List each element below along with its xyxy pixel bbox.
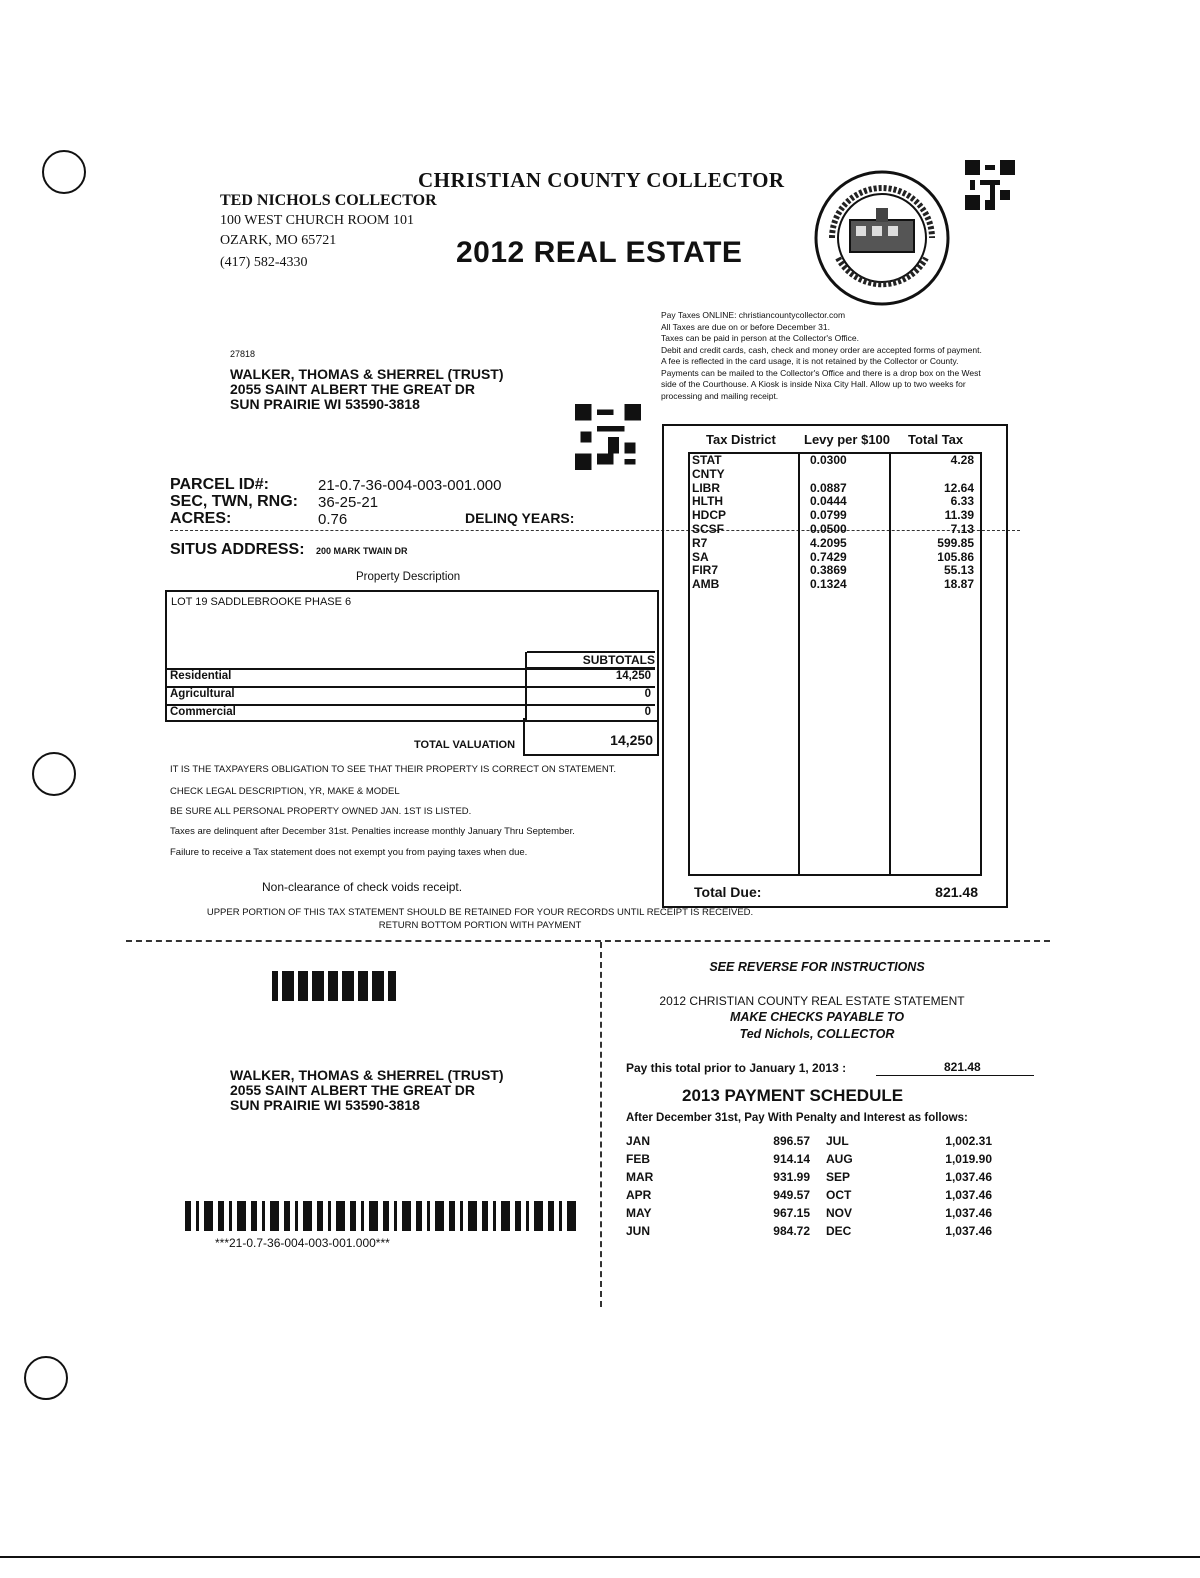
levy-value: 0.0300 xyxy=(810,453,847,467)
legal-description: LOT 19 SADDLEBROOKE PHASE 6 xyxy=(171,596,352,608)
payment-info-line: A fee is reflected in the card usage, it is not retained by the Collector or County. xyxy=(661,356,959,366)
total-tax: 55.13 xyxy=(943,563,974,578)
schedule-amount: 949.57 xyxy=(773,1188,810,1202)
collector-phone: (417) 582-4330 xyxy=(220,255,308,270)
tax-row xyxy=(692,551,980,563)
column-header-district: Tax District xyxy=(706,432,776,447)
total-tax: 18.87 xyxy=(943,577,974,592)
divider xyxy=(525,688,527,704)
tax-row xyxy=(692,468,980,480)
tax-row xyxy=(692,495,980,507)
total-valuation-box xyxy=(523,718,659,756)
schedule-row xyxy=(626,1224,996,1242)
schedule-row xyxy=(626,1206,996,1224)
notice-line: BE SURE ALL PERSONAL PROPERTY OWNED JAN. 1ST IS LISTED. xyxy=(170,806,472,817)
punch-hole-icon xyxy=(32,752,76,796)
total-tax: 11.39 xyxy=(944,508,974,523)
collector-name: TED NICHOLS COLLECTOR xyxy=(220,192,437,209)
schedule-amount: 984.72 xyxy=(773,1224,810,1238)
column-header-levy: Levy per $100 xyxy=(804,432,891,447)
total-tax: 599.85 xyxy=(937,535,974,550)
schedule-row xyxy=(626,1152,996,1170)
schedule-month: MAY xyxy=(626,1206,652,1220)
divider xyxy=(0,1556,1200,1558)
tax-row xyxy=(692,537,980,549)
schedule-row xyxy=(626,1134,996,1152)
schedule-month: JUL xyxy=(826,1134,849,1148)
owner-address xyxy=(230,367,504,412)
total-tax: 7.13 xyxy=(950,522,974,536)
levy-value: 4.2095 xyxy=(810,535,847,550)
tax-row xyxy=(692,564,980,576)
tax-district: LIBR xyxy=(692,480,720,495)
payable-line: MAKE CHECKS PAYABLE TO xyxy=(729,1010,905,1024)
qr-code-icon xyxy=(965,160,1015,210)
retain-notice-line: UPPER PORTION OF THIS TAX STATEMENT SHOULD BE RETAINED FOR YOUR RECORDS UNTIL RECEIPT IS RECEIVED. xyxy=(206,907,754,918)
retain-notice xyxy=(170,906,790,932)
schedule-amount: 896.57 xyxy=(773,1134,810,1148)
total-valuation-amount: 14,250 xyxy=(610,732,653,748)
schedule-amount: 1,019.90 xyxy=(945,1152,992,1166)
tax-row xyxy=(692,578,980,590)
total-tax: 105.86 xyxy=(937,549,974,564)
situs-address-value: 200 MARK TWAIN DR xyxy=(316,546,408,556)
schedule-amount: 1,002.31 xyxy=(945,1134,992,1148)
schedule-row xyxy=(626,1170,996,1188)
payment-schedule-title: 2013 PAYMENT SCHEDULE xyxy=(682,1086,904,1105)
notice-line: IT IS THE TAXPAYERS OBLIGATION TO SEE THAT THEIR PROPERTY IS CORRECT ON STATEMENT. xyxy=(170,764,617,775)
owner-city: SUN PRAIRIE WI 53590-3818 xyxy=(230,1097,420,1113)
tax-row xyxy=(692,509,980,521)
valuation-category: Agricultural xyxy=(170,688,235,700)
barcode-caption: ***21-0.7-36-004-003-001.000*** xyxy=(215,1236,390,1250)
schedule-month: MAR xyxy=(626,1170,654,1184)
account-number: 27818 xyxy=(230,349,256,359)
pay-total-amount: 821.48 xyxy=(944,1060,981,1074)
schedule-month: APR xyxy=(626,1188,652,1202)
levy-value: 0.3869 xyxy=(810,563,847,578)
tax-district: R7 xyxy=(692,535,708,550)
statement-header: 2012 CHRISTIAN COUNTY REAL ESTATE STATEMENT xyxy=(659,994,965,1008)
tax-district: AMB xyxy=(692,577,720,592)
divider xyxy=(525,670,527,686)
non-clearance-notice: Non-clearance of check voids receipt. xyxy=(262,880,463,894)
levy-value: 0.0444 xyxy=(810,494,847,509)
property-description-title: Property Description xyxy=(356,571,461,583)
valuation-category: Residential xyxy=(170,670,232,682)
tax-district: SCSF xyxy=(692,522,725,536)
levy-value: 0.1324 xyxy=(810,577,847,592)
tax-row xyxy=(692,523,980,535)
owner-street: 2055 SAINT ALBERT THE GREAT DR xyxy=(230,1082,476,1098)
schedule-amount: 931.99 xyxy=(773,1170,810,1184)
total-tax: 6.33 xyxy=(950,494,974,509)
tax-district: FIR7 xyxy=(692,563,719,578)
parcel-id-value: 21-0.7-36-004-003-001.000 xyxy=(318,477,502,494)
punch-hole-icon xyxy=(24,1356,68,1400)
payment-info-line: Payments can be mailed to the Collector's Office and there is a drop box on the West xyxy=(661,367,981,378)
stub-owner-address xyxy=(230,1068,504,1113)
notice-line: CHECK LEGAL DESCRIPTION, YR, MAKE & MODEL xyxy=(170,786,400,797)
schedule-amount: 1,037.46 xyxy=(945,1206,992,1220)
collector-address-line1: 100 WEST CHURCH ROOM 101 xyxy=(220,213,414,228)
parcel-id-label: PARCEL ID#: xyxy=(170,476,269,493)
see-reverse-notice: SEE REVERSE FOR INSTRUCTIONS xyxy=(709,960,925,974)
divider xyxy=(876,1075,1034,1076)
schedule-amount: 1,037.46 xyxy=(945,1224,992,1238)
punch-hole-icon xyxy=(42,150,86,194)
owner-name: WALKER, THOMAS & SHERREL (TRUST) xyxy=(230,1067,504,1083)
schedule-row xyxy=(626,1188,996,1206)
schedule-month: SEP xyxy=(826,1170,851,1184)
owner-city: SUN PRAIRIE WI 53590-3818 xyxy=(230,396,420,412)
retain-notice-line: RETURN BOTTOM PORTION WITH PAYMENT xyxy=(378,920,582,931)
payable-line: Ted Nichols, COLLECTOR xyxy=(739,1027,895,1041)
tax-district: STAT xyxy=(692,453,722,467)
notice-line: Taxes are delinquent after December 31st. Penalties increase monthly January Thru September. xyxy=(170,826,575,837)
tax-district: SA xyxy=(692,549,709,564)
levy-value: 0.0887 xyxy=(810,480,847,495)
payment-info-line: side of the Courthouse. A Kiosk is inside Nixa City Hall. Allow up to two weeks for xyxy=(661,379,966,389)
barcode-icon xyxy=(185,1201,581,1231)
payment-info-line: All Taxes are due on or before December 31. xyxy=(661,321,830,332)
payment-info-line: Debit and credit cards, cash, check and money order are accepted forms of payment. xyxy=(661,344,982,355)
sec-twn-rng-label: SEC, TWN, RNG: xyxy=(170,493,298,510)
property-description-box xyxy=(165,590,659,722)
subtotals-label: SUBTOTALS xyxy=(527,651,655,669)
owner-street: 2055 SAINT ALBERT THE GREAT DR xyxy=(230,381,476,397)
column-header-total: Total Tax xyxy=(908,432,964,447)
schedule-month: JAN xyxy=(626,1134,651,1148)
pay-total-label: Pay this total prior to January 1, 2013 : xyxy=(626,1061,847,1075)
schedule-month: AUG xyxy=(826,1152,853,1166)
collector-title: CHRISTIAN COUNTY COLLECTOR xyxy=(418,168,785,192)
levy-value: 0.7429 xyxy=(810,549,847,564)
total-tax: 12.64 xyxy=(943,480,974,495)
payment-schedule-note: After December 31st, Pay With Penalty and Interest as follows: xyxy=(626,1112,968,1124)
valuation-row xyxy=(167,668,655,686)
payment-info xyxy=(661,310,1026,402)
payment-info-line: processing and mailing receipt. xyxy=(661,390,779,401)
collector-address-line2: OZARK, MO 65721 xyxy=(220,233,337,248)
valuation-amount: 14,250 xyxy=(615,670,651,682)
county-seal-icon xyxy=(812,168,952,308)
owner-name: WALKER, THOMAS & SHERREL (TRUST) xyxy=(230,366,504,382)
valuation-category: Commercial xyxy=(170,706,236,718)
schedule-month: DEC xyxy=(826,1224,852,1238)
total-due-amount: 821.48 xyxy=(935,884,978,900)
delinq-years-label: DELINQ YEARS: xyxy=(465,510,575,526)
payment-info-line: Taxes can be paid in person at the Collector's Office. xyxy=(661,333,860,343)
tax-district: HDCP xyxy=(692,508,727,523)
tax-row xyxy=(692,482,980,494)
levy-value: 0.0799 xyxy=(810,508,847,523)
perforation-line xyxy=(126,940,1050,942)
barcode-icon xyxy=(272,971,400,1001)
tax-district: CNTY xyxy=(692,466,725,481)
schedule-amount: 1,037.46 xyxy=(945,1170,992,1184)
total-tax: 4.28 xyxy=(950,453,974,467)
payment-info-line: Pay Taxes ONLINE: christiancountycollector.com xyxy=(661,310,846,320)
schedule-month: FEB xyxy=(626,1152,650,1166)
schedule-month: OCT xyxy=(826,1188,852,1202)
total-due-label: Total Due: xyxy=(694,884,762,900)
tax-district-table xyxy=(662,424,1008,908)
schedule-month: NOV xyxy=(826,1206,853,1220)
schedule-amount: 914.14 xyxy=(773,1152,810,1166)
tax-district: HLTH xyxy=(692,494,724,509)
valuation-amount: 0 xyxy=(644,706,651,718)
tax-row xyxy=(692,454,980,466)
situs-address-label: SITUS ADDRESS: xyxy=(170,541,305,558)
acres-label: ACRES: xyxy=(170,510,232,527)
notice-line: Failure to receive a Tax statement does not exempt you from paying taxes when due. xyxy=(170,847,528,858)
valuation-row xyxy=(167,686,655,704)
schedule-amount: 967.15 xyxy=(773,1206,810,1220)
total-valuation-label: TOTAL VALUATION xyxy=(414,739,516,751)
schedule-amount: 1,037.46 xyxy=(945,1188,992,1202)
levy-value: 0.0500 xyxy=(810,522,847,536)
sec-twn-rng-value: 36-25-21 xyxy=(318,494,379,511)
valuation-amount: 0 xyxy=(644,688,651,700)
document-title: 2012 REAL ESTATE xyxy=(456,236,743,269)
qr-code-icon xyxy=(575,404,641,470)
acres-value: 0.76 xyxy=(318,511,348,528)
schedule-month: JUN xyxy=(626,1224,651,1238)
